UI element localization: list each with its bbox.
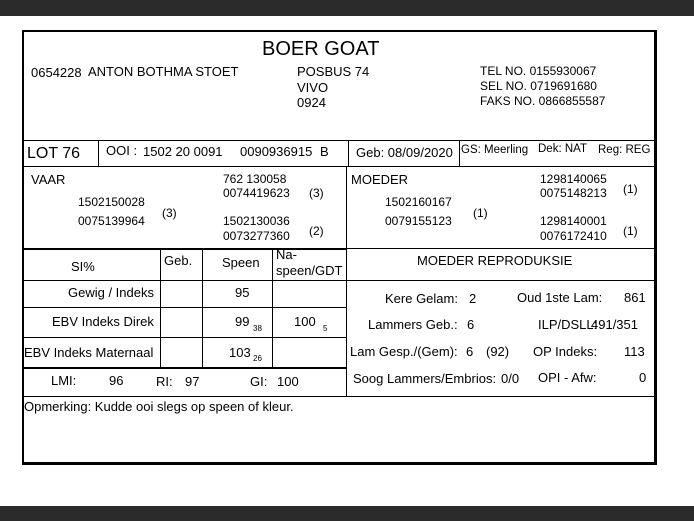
sire-number: 1502150028 [78, 195, 145, 209]
ilp-label: ILP/DSLL: [538, 317, 598, 332]
vaar-label: VAAR [31, 172, 66, 187]
gem-value: (92) [486, 344, 510, 359]
lammers-label: Lammers Geb.: [368, 317, 458, 332]
naspeen-header-line2: speen/GDT [276, 263, 343, 278]
divider [24, 367, 346, 369]
speen-header: Speen [222, 255, 260, 270]
breeder-code: 0654228 [31, 65, 82, 80]
op-label: OP Indeks: [533, 344, 598, 359]
divider [348, 140, 349, 166]
faks-number: FAKS NO. 0866855587 [480, 94, 606, 108]
ilp-value: 491/351 [591, 317, 638, 332]
divider [24, 280, 654, 281]
divider [346, 248, 654, 249]
grandsire-count: (3) [309, 186, 324, 200]
sire-id: 0075139964 [78, 214, 145, 228]
sire-count: (3) [162, 206, 177, 220]
divider [346, 166, 347, 396]
ebv-direk-label: EBV Indeks Direk [52, 314, 154, 329]
birth-date: Geb: 08/09/2020 [356, 145, 453, 160]
gs-value: GS: Meerling [461, 144, 529, 156]
maternal-grandsire-number: 1298140065 [540, 172, 607, 186]
ebv-direk-naspeen: 100 [294, 314, 316, 329]
lmi-value: 96 [109, 373, 124, 388]
grandsire-id: 0074419623 [223, 186, 290, 200]
maternal-grandsire-count: (1) [623, 182, 638, 196]
gi-label: GI: [250, 374, 268, 389]
reg-value: Reg: REG [598, 144, 651, 156]
ri-value: 97 [185, 374, 200, 389]
remark: Opmerking: Kudde ooi slegs op speen of kleur. [24, 399, 294, 414]
gewig-speen: 95 [235, 285, 250, 300]
divider [98, 140, 99, 166]
maternal-grandsire-id: 0075148213 [540, 186, 607, 200]
kere-label: Kere Gelam: [385, 291, 458, 306]
geb-header: Geb. [164, 253, 193, 268]
divider [24, 396, 654, 397]
address-line-1: POSBUS 74 [297, 64, 370, 79]
dam-id: 0079155123 [385, 214, 452, 228]
breeder-name: ANTON BOTHMA STOET [88, 64, 239, 79]
grandsire-number: 762 130058 [223, 172, 287, 186]
oud-label: Oud 1ste Lam: [517, 290, 603, 305]
naspeen-header-line1: Na- [276, 247, 297, 262]
gewig-label: Gewig / Indeks [68, 285, 154, 300]
sel-number: SEL NO. 0719691680 [480, 79, 597, 93]
divider [24, 337, 346, 338]
maternal-granddam-number: 1298140001 [540, 214, 607, 228]
divider [160, 248, 161, 367]
divider [24, 166, 654, 167]
opi-label: OPI - Afw: [538, 370, 597, 385]
ooi-number: 1502 20 0091 [143, 144, 223, 159]
page [0, 16, 694, 506]
ebv-direk-naspeen-accuracy: 5 [323, 324, 328, 333]
ooi-letter: B [320, 144, 329, 159]
kere-value: 2 [469, 291, 477, 306]
divider [202, 248, 203, 367]
gi-value: 100 [277, 374, 299, 389]
card-title: BOER GOAT [262, 38, 380, 60]
dam-count: (1) [473, 206, 488, 220]
divider [24, 248, 346, 250]
ri-label: RI: [156, 374, 173, 389]
granddam-number: 1502130036 [223, 214, 290, 228]
granddam-id: 0073277360 [223, 229, 290, 243]
divider [24, 140, 654, 141]
moeder-label: MOEDER [351, 172, 409, 187]
divider [459, 140, 460, 166]
dek-value: Dek: NAT [538, 143, 587, 155]
oud-value: 861 [624, 290, 646, 305]
tel-number: TEL NO. 0155930067 [480, 64, 597, 78]
address-line-2: VIVO [297, 80, 329, 95]
lot-card [22, 30, 657, 465]
lammers-value: 6 [467, 317, 475, 332]
repro-heading: MOEDER REPRODUKSIE [417, 253, 573, 268]
ebv-maternaal-speen: 103 [229, 345, 251, 360]
soog-value: 0/0 [501, 371, 520, 386]
dam-number: 1502160167 [385, 195, 452, 209]
ebv-direk-speen-accuracy: 38 [253, 324, 262, 333]
ebv-direk-speen: 99 [235, 314, 250, 329]
si-header: SI% [71, 259, 95, 274]
gesp-value: 6 [466, 344, 474, 359]
ooi-label: OOI : [106, 143, 138, 158]
granddam-count: (2) [309, 224, 324, 238]
gesp-label: Lam Gesp./(Gem): [350, 344, 458, 359]
opi-value: 0 [639, 370, 647, 385]
op-value: 113 [624, 344, 645, 359]
maternal-granddam-id: 0076172410 [540, 229, 607, 243]
lmi-label: LMI: [51, 373, 77, 388]
soog-label: Soog Lammers/Embrios: [353, 371, 497, 386]
divider [24, 307, 346, 308]
address-line-3: 0924 [297, 95, 326, 110]
divider [272, 248, 273, 367]
lot-number: LOT 76 [27, 145, 81, 162]
ooi-id: 0090936915 [240, 144, 313, 159]
maternal-granddam-count: (1) [623, 224, 638, 238]
ebv-maternaal-label: EBV Indeks Maternaal [24, 345, 154, 360]
ebv-maternaal-speen-accuracy: 26 [253, 354, 262, 363]
